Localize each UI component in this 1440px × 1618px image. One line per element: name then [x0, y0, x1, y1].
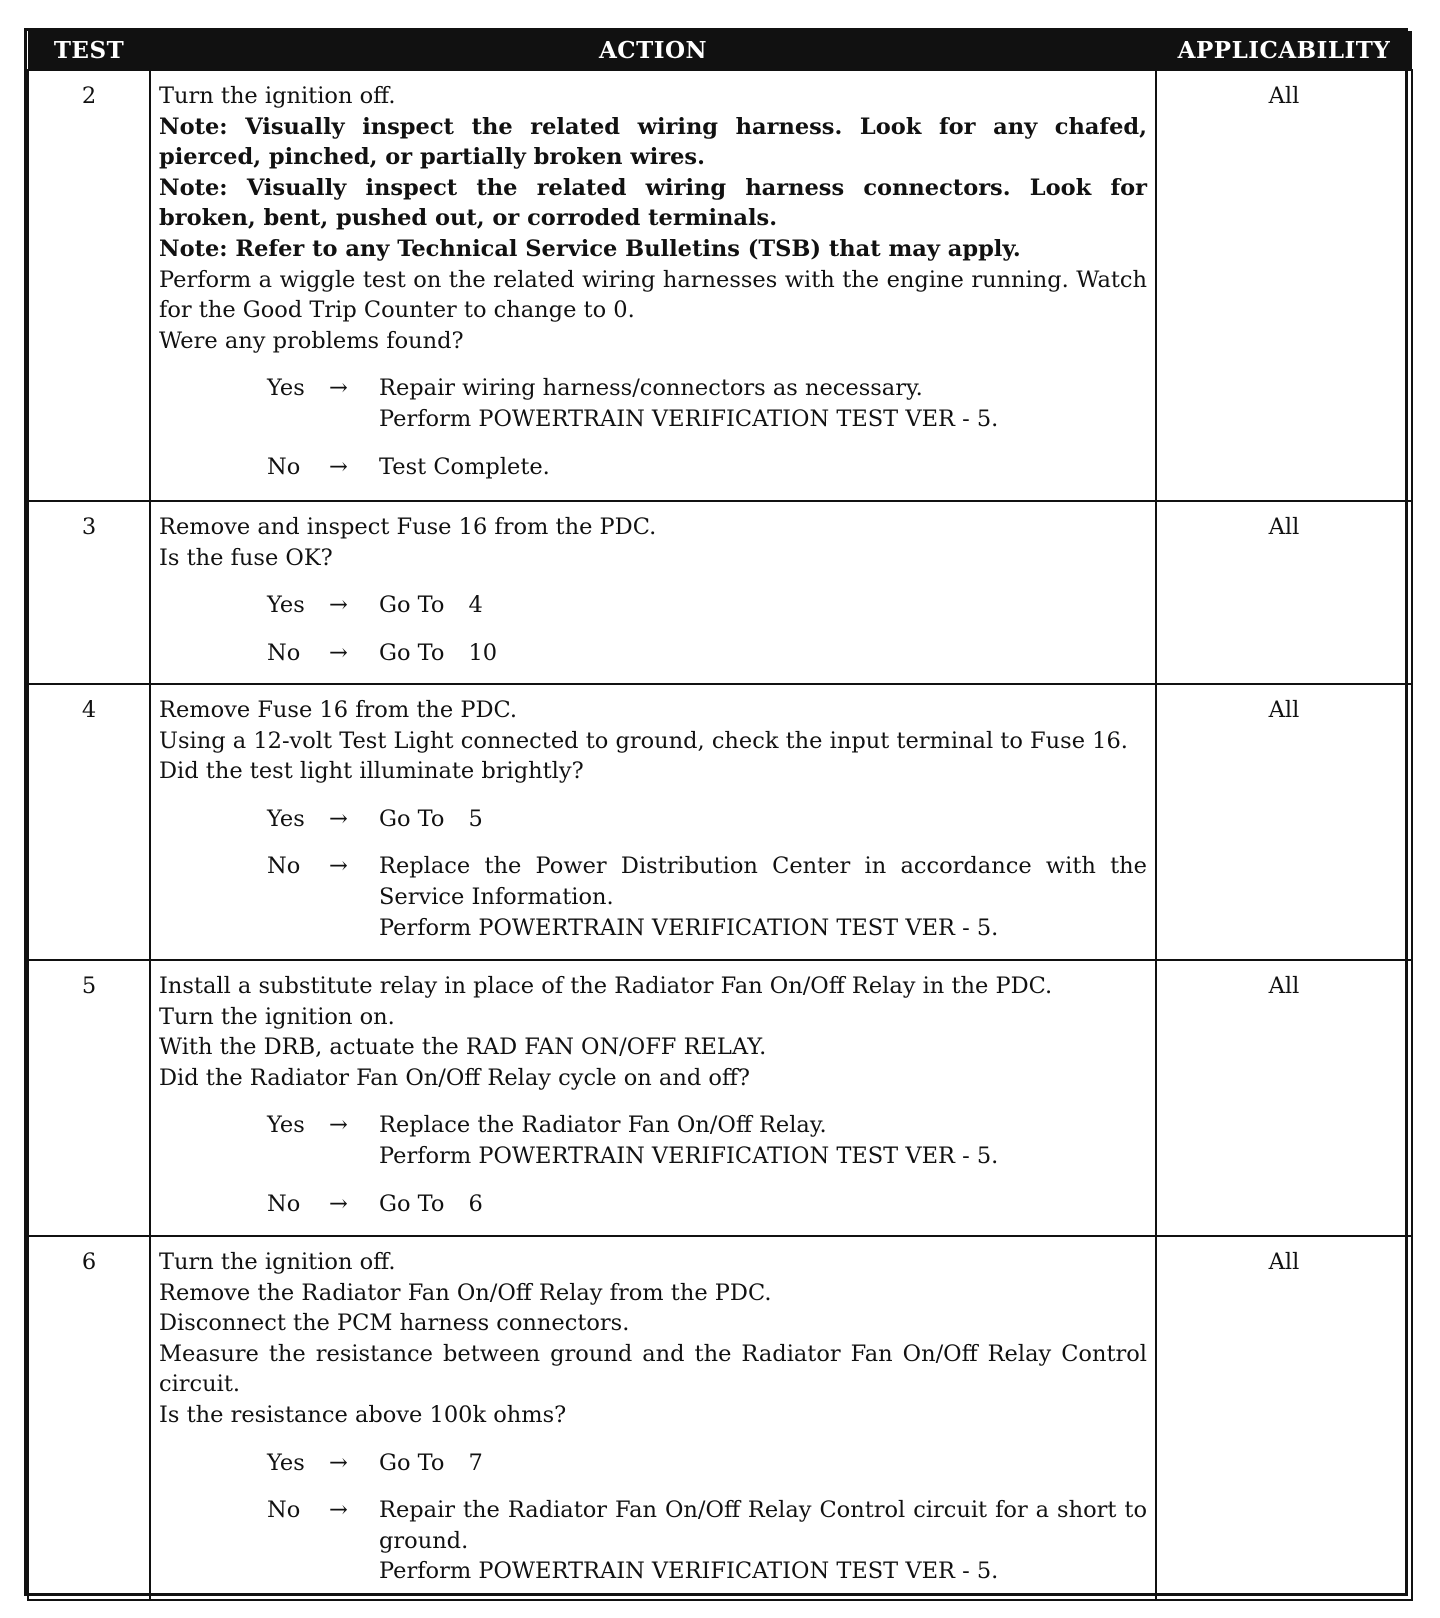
- action-question: Did the Radiator Fan On/Off Relay cycle on and off?: [159, 1064, 750, 1091]
- action-step: Measure the resistance between ground and the Radiator Fan On/Off Relay Control circuit.: [159, 1340, 1147, 1398]
- table-row: [28, 684, 1412, 960]
- answer-result: [379, 1189, 1147, 1220]
- test-table: [27, 31, 1413, 1601]
- header-test: TEST: [28, 31, 150, 70]
- goto-label: Go To: [379, 1190, 445, 1217]
- table-row: [28, 501, 1412, 684]
- action-question: Did the test light illuminate brightly?: [159, 758, 584, 785]
- result-line: Perform POWERTRAIN VERIFICATION TEST VER - 5.: [379, 1142, 999, 1169]
- answer-label: No: [267, 453, 301, 480]
- action-step: Remove and inspect Fuse 16 from the PDC.: [159, 514, 657, 540]
- goto-label: Go To: [379, 805, 445, 832]
- table-header-row: [28, 31, 1412, 70]
- goto-number: 10: [468, 639, 498, 666]
- action-cell: [150, 960, 1156, 1236]
- answer-yes: [159, 1110, 1147, 1171]
- answer-result: [379, 804, 1147, 835]
- goto-number: 7: [468, 1449, 483, 1476]
- action-step: Turn the ignition on.: [159, 1003, 395, 1030]
- answer-no: [159, 452, 1147, 483]
- action-question: Is the fuse OK?: [159, 544, 333, 571]
- arrow-icon: →: [329, 1190, 348, 1217]
- test-number: 3: [28, 501, 150, 684]
- result-line: Perform POWERTRAIN VERIFICATION TEST VER - 5.: [379, 405, 999, 432]
- answer-result: [379, 1110, 1147, 1171]
- answer-yes: [159, 1448, 1147, 1479]
- result-line: Repair the Radiator Fan On/Off Relay Control circuit for a short to ground.: [379, 1497, 1147, 1554]
- applicability-value: All: [1156, 501, 1412, 684]
- goto-number: 6: [468, 1190, 483, 1217]
- arrow-icon: →: [329, 453, 348, 480]
- result-line: Replace the Power Distribution Center in accordance with the Service Information.: [379, 853, 1147, 910]
- arrow-icon: →: [329, 853, 348, 880]
- answer-yes: [159, 804, 1147, 835]
- answer-no: [159, 851, 1147, 943]
- action-cell: [150, 70, 1156, 501]
- action-note: Note: Refer to any Technical Service Bulletins (TSB) that may apply.: [159, 235, 1021, 262]
- applicability-value: All: [1156, 70, 1412, 501]
- result-line: Replace the Radiator Fan On/Off Relay.: [379, 1112, 827, 1139]
- goto-number: 5: [468, 805, 483, 832]
- arrow-icon: →: [329, 1497, 348, 1524]
- test-number: 2: [28, 70, 150, 501]
- result-line: Test Complete.: [379, 453, 550, 480]
- answer-no: [159, 1495, 1147, 1587]
- answer-label: No: [267, 853, 301, 880]
- action-step: With the DRB, actuate the RAD FAN ON/OFF RELAY.: [159, 1034, 767, 1061]
- answer-result: [379, 452, 1147, 483]
- answer-result: [379, 373, 1147, 434]
- action-step: Turn the ignition off.: [159, 1249, 396, 1275]
- goto-label: Go To: [379, 592, 445, 619]
- answer-label: Yes: [267, 592, 305, 619]
- arrow-icon: →: [329, 805, 348, 832]
- answer-no: [159, 638, 1147, 669]
- answer-result: [379, 590, 1147, 621]
- answer-label: No: [267, 639, 301, 666]
- goto-number: 4: [468, 592, 483, 619]
- answer-label: No: [267, 1497, 301, 1524]
- answer-label: Yes: [267, 1449, 305, 1476]
- applicability-value: All: [1156, 684, 1412, 960]
- action-cell: [150, 684, 1156, 960]
- action-step: Install a substitute relay in place of the Radiator Fan On/Off Relay in the PDC.: [159, 973, 1053, 999]
- arrow-icon: →: [329, 1449, 348, 1476]
- answer-result: [379, 638, 1147, 669]
- action-question: Is the resistance above 100k ohms?: [159, 1401, 567, 1428]
- answer-yes: [159, 373, 1147, 434]
- table-row: [28, 1236, 1412, 1600]
- applicability-value: All: [1156, 960, 1412, 1236]
- applicability-value: All: [1156, 1236, 1412, 1600]
- action-step: Remove Fuse 16 from the PDC.: [159, 697, 518, 723]
- diagnostic-test-table: [24, 28, 1408, 1596]
- test-number: 6: [28, 1236, 150, 1600]
- goto-label: Go To: [379, 639, 445, 666]
- answer-result: [379, 1495, 1147, 1587]
- action-step: Using a 12-volt Test Light connected to ground, check the input terminal to Fuse 16.: [159, 727, 1128, 754]
- header-action: ACTION: [150, 31, 1156, 70]
- action-step: Remove the Radiator Fan On/Off Relay from the PDC.: [159, 1279, 772, 1306]
- action-note: Note: Visually inspect the related wiring harness connectors. Look for broken, bent, pushed out, or corroded terminals.: [159, 174, 1147, 232]
- answer-result: [379, 851, 1147, 943]
- action-step: Turn the ignition off.: [159, 83, 396, 109]
- table-row: [28, 70, 1412, 501]
- header-applicability: APPLICABILITY: [1156, 31, 1412, 70]
- result-line: Perform POWERTRAIN VERIFICATION TEST VER - 5.: [379, 914, 999, 941]
- test-number: 4: [28, 684, 150, 960]
- answer-label: Yes: [267, 375, 305, 402]
- test-number: 5: [28, 960, 150, 1236]
- answer-yes: [159, 590, 1147, 621]
- action-cell: [150, 1236, 1156, 1600]
- arrow-icon: →: [329, 1112, 348, 1139]
- arrow-icon: →: [329, 375, 348, 402]
- arrow-icon: →: [329, 592, 348, 619]
- table-row: [28, 960, 1412, 1236]
- action-step: Disconnect the PCM harness connectors.: [159, 1310, 630, 1337]
- action-step: Perform a wiggle test on the related wiring harnesses with the engine running. Watch for the Good Trip Counter to change to 0.: [159, 266, 1147, 324]
- answer-label: No: [267, 1190, 301, 1217]
- arrow-icon: →: [329, 639, 348, 666]
- action-cell: [150, 501, 1156, 684]
- goto-label: Go To: [379, 1449, 445, 1476]
- action-note: Note: Visually inspect the related wiring harness. Look for any chafed, pierced, pinched, or partially broken wires.: [159, 113, 1147, 171]
- result-line: Repair wiring harness/connectors as necessary.: [379, 375, 923, 402]
- result-line: Perform POWERTRAIN VERIFICATION TEST VER - 5.: [379, 1558, 999, 1585]
- action-question: Were any problems found?: [159, 327, 464, 354]
- answer-label: Yes: [267, 1112, 305, 1139]
- answer-label: Yes: [267, 805, 305, 832]
- answer-result: [379, 1448, 1147, 1479]
- answer-no: [159, 1189, 1147, 1220]
